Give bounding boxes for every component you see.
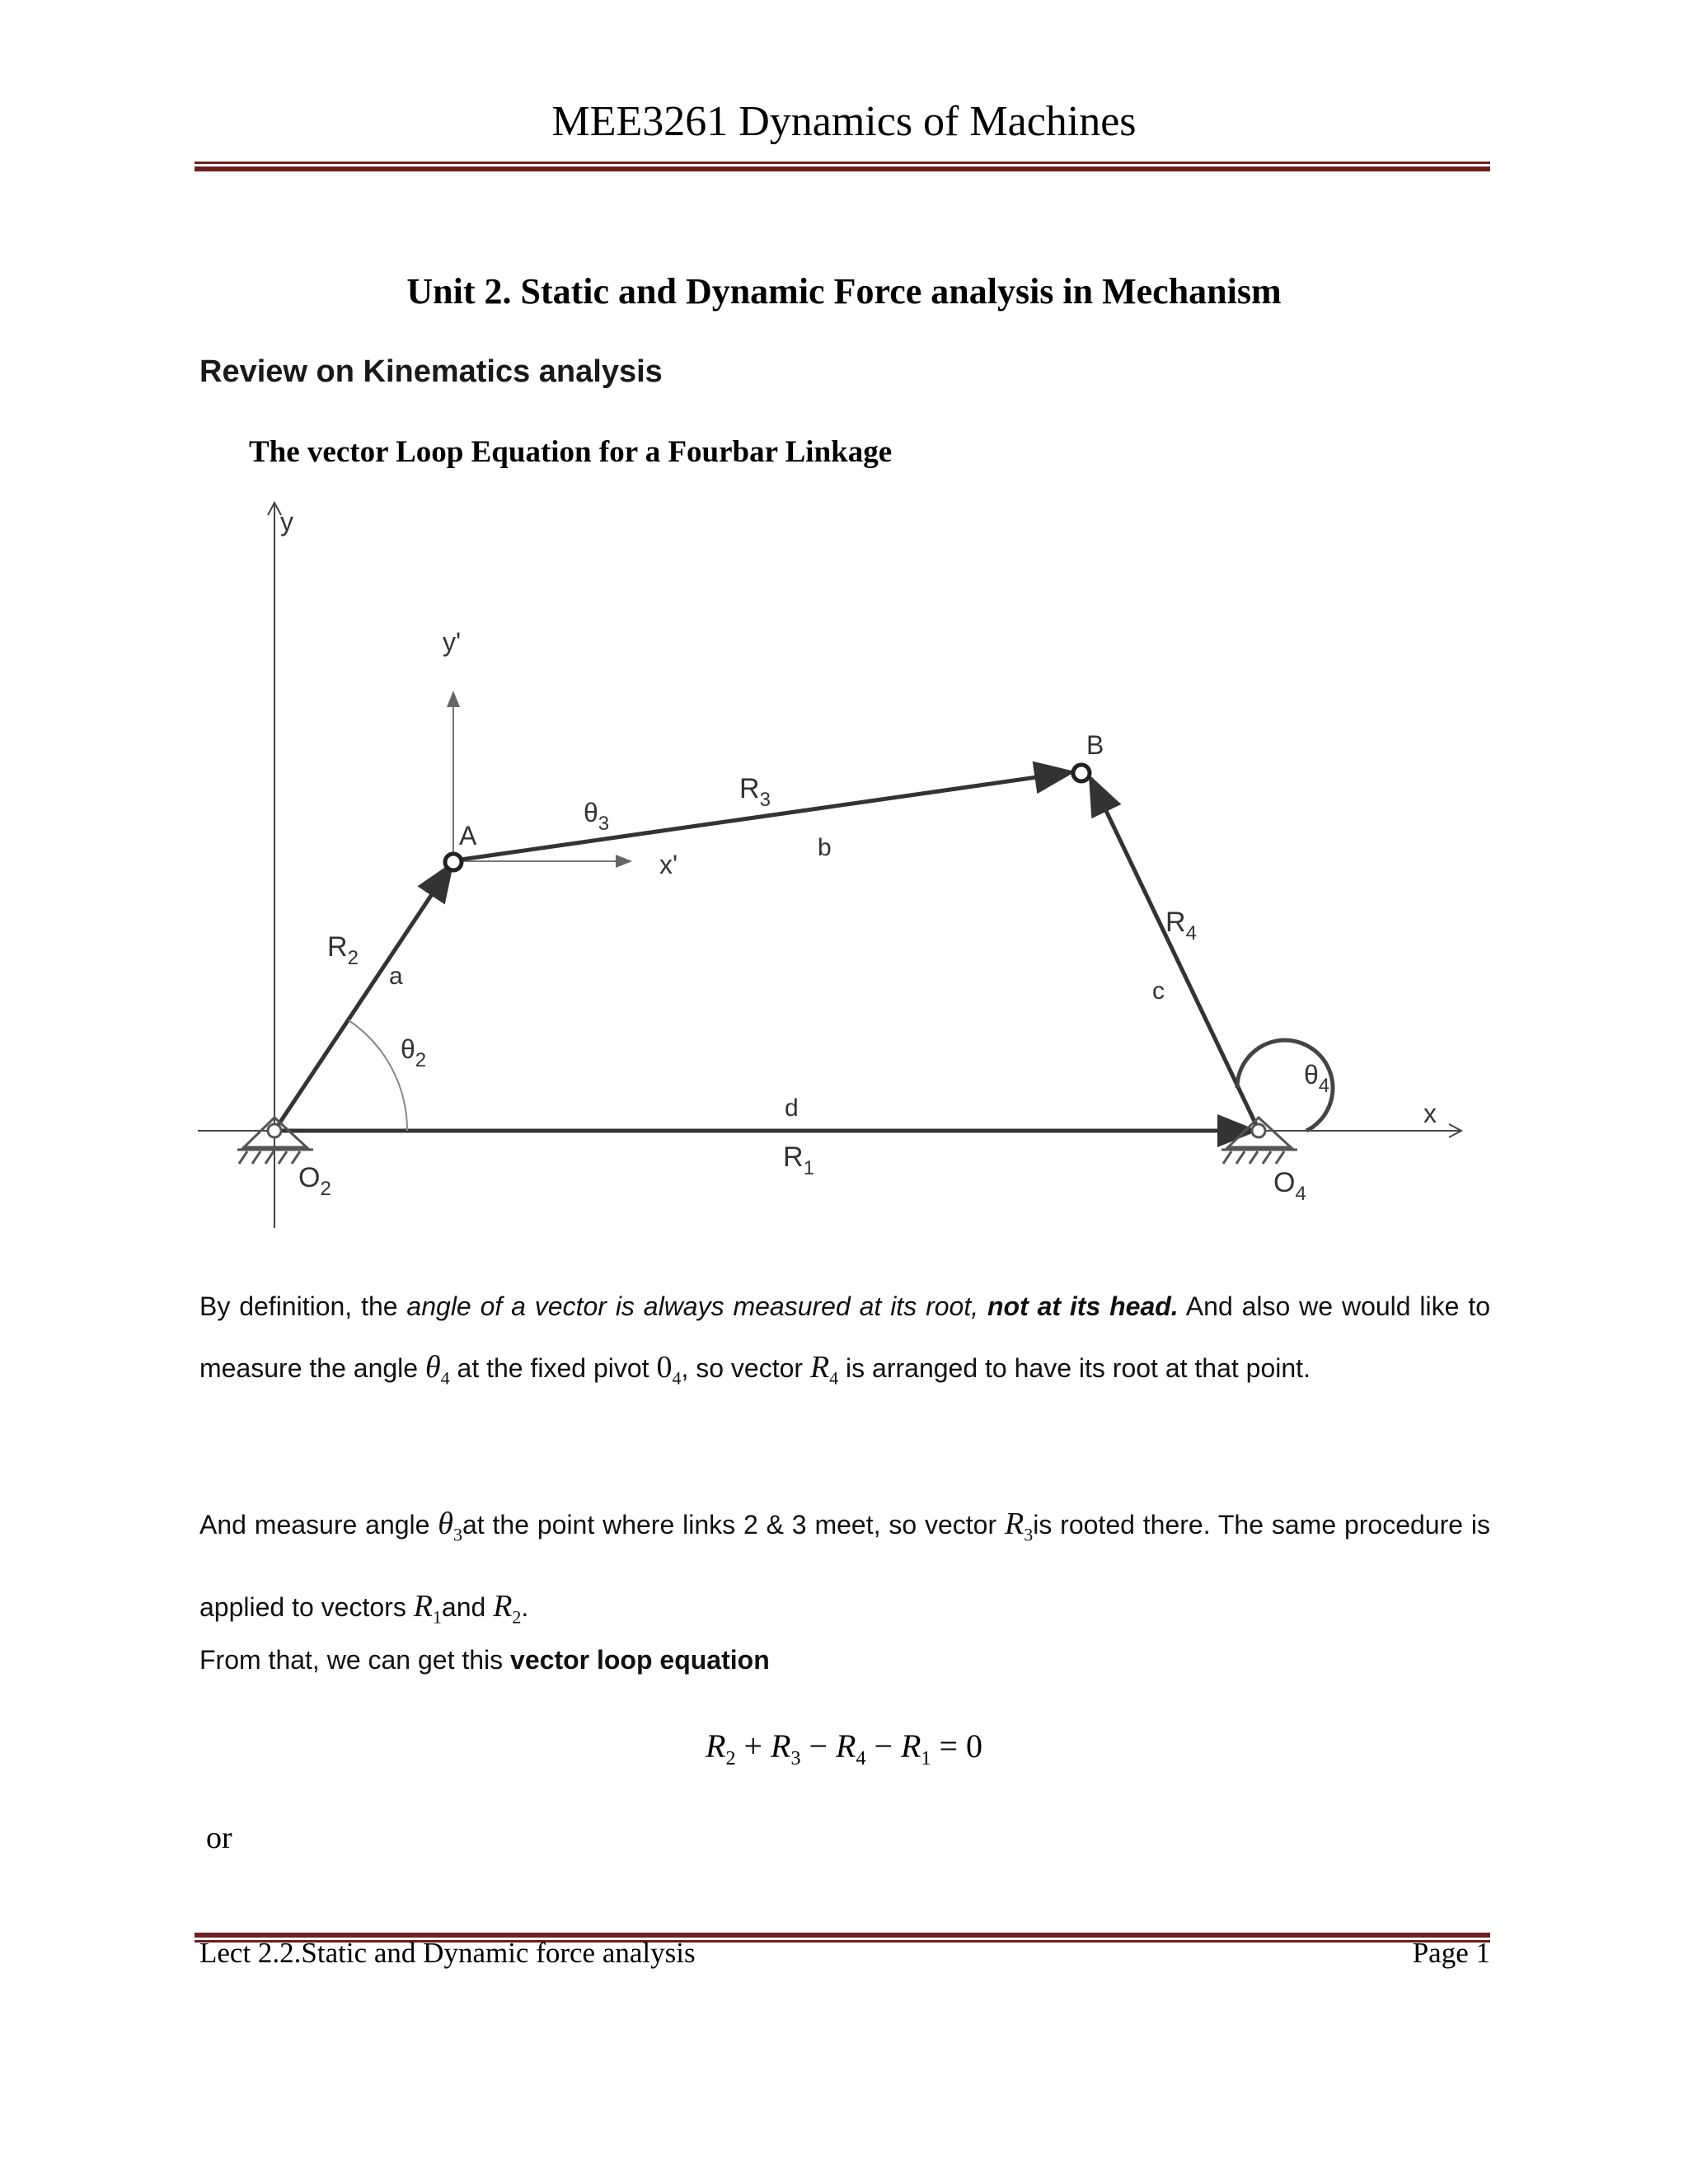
course-header: MEE3261 Dynamics of Machines	[551, 98, 1137, 145]
vector-r2	[274, 865, 452, 1131]
y-axis-label: y	[280, 507, 293, 537]
r3-label: $R_3$	[739, 773, 771, 811]
link-c-label: c	[1152, 977, 1165, 1005]
o2-label: $O_2$	[298, 1162, 331, 1200]
r2-label: $R_2$	[327, 931, 359, 969]
theta4-label: $\theta_4$	[1304, 1060, 1330, 1097]
figure-caption: The vector Loop Equation for a Fourbar Linkage	[249, 435, 893, 469]
y-prime-label: y'	[443, 627, 462, 657]
section-heading: Review on Kinematics analysis	[199, 354, 663, 389]
link-a-label: a	[389, 963, 403, 990]
unit-title: Unit 2. Static and Dynamic Force analysis in Mechanism	[406, 271, 1282, 312]
footer-lecture-title: Lect 2.2.Static and Dynamic force analysis	[199, 1937, 696, 1969]
pivot-o4-symbol: $0_4$	[656, 1350, 682, 1389]
joint-a	[445, 854, 462, 870]
footer-page-number: Page 1	[1412, 1937, 1490, 1969]
paragraph-angle-definition: By definition, the angle of a vector is always measured at its root, not at its head. And also we would like to measure the angle $\theta_4$ at the fixed pivot $0_4$, so vector $R_4$ is arranged to have its root at that point.	[199, 1291, 1491, 1389]
joint-b	[1073, 765, 1090, 781]
or-text: or	[206, 1821, 232, 1855]
r3-symbol: $R_3$	[1005, 1507, 1034, 1545]
r4-symbol: $R_4$	[809, 1350, 839, 1389]
vector-loop-equation: $R_2 + R_3 - R_4 - R_1 = 0$	[706, 1727, 982, 1769]
theta2-label: $\theta_2$	[401, 1034, 427, 1071]
theta2-arc	[349, 1020, 407, 1131]
x-prime-label: x'	[659, 850, 678, 879]
o4-label: $O_4$	[1273, 1167, 1306, 1205]
theta3-label: $\theta_3$	[584, 798, 610, 835]
theta3-symbol: $\theta_3$	[438, 1507, 462, 1545]
ground-pivot-o4	[1221, 1118, 1297, 1164]
point-a-label: A	[459, 821, 477, 851]
link-d-label: d	[785, 1094, 799, 1122]
vector-r4	[1090, 778, 1259, 1130]
x-axis-label: x	[1423, 1099, 1437, 1128]
r4-label: $R_4$	[1165, 907, 1197, 944]
header-rule	[195, 162, 1490, 171]
fourbar-linkage-diagram	[0, 494, 1688, 1253]
point-b-label: B	[1086, 730, 1104, 760]
r1-label: $R_1$	[783, 1141, 814, 1179]
r2-symbol: $R_2$	[493, 1588, 522, 1628]
link-b-label: b	[818, 834, 832, 861]
r1-symbol: $R_1$	[413, 1588, 442, 1628]
paragraph-vector-loop: From that, we can get this vector loop equation	[199, 1645, 770, 1675]
vector-r3	[455, 772, 1071, 860]
theta4-symbol: $\theta_4$	[424, 1350, 450, 1389]
paragraph-theta3: And measure angle $\theta_3at$ the point where links 2 & 3 meet, so vector $R_3is$ rooted there. The same procedure is applied to vectors $R_1and$ $R_2$.	[199, 1507, 1491, 1628]
